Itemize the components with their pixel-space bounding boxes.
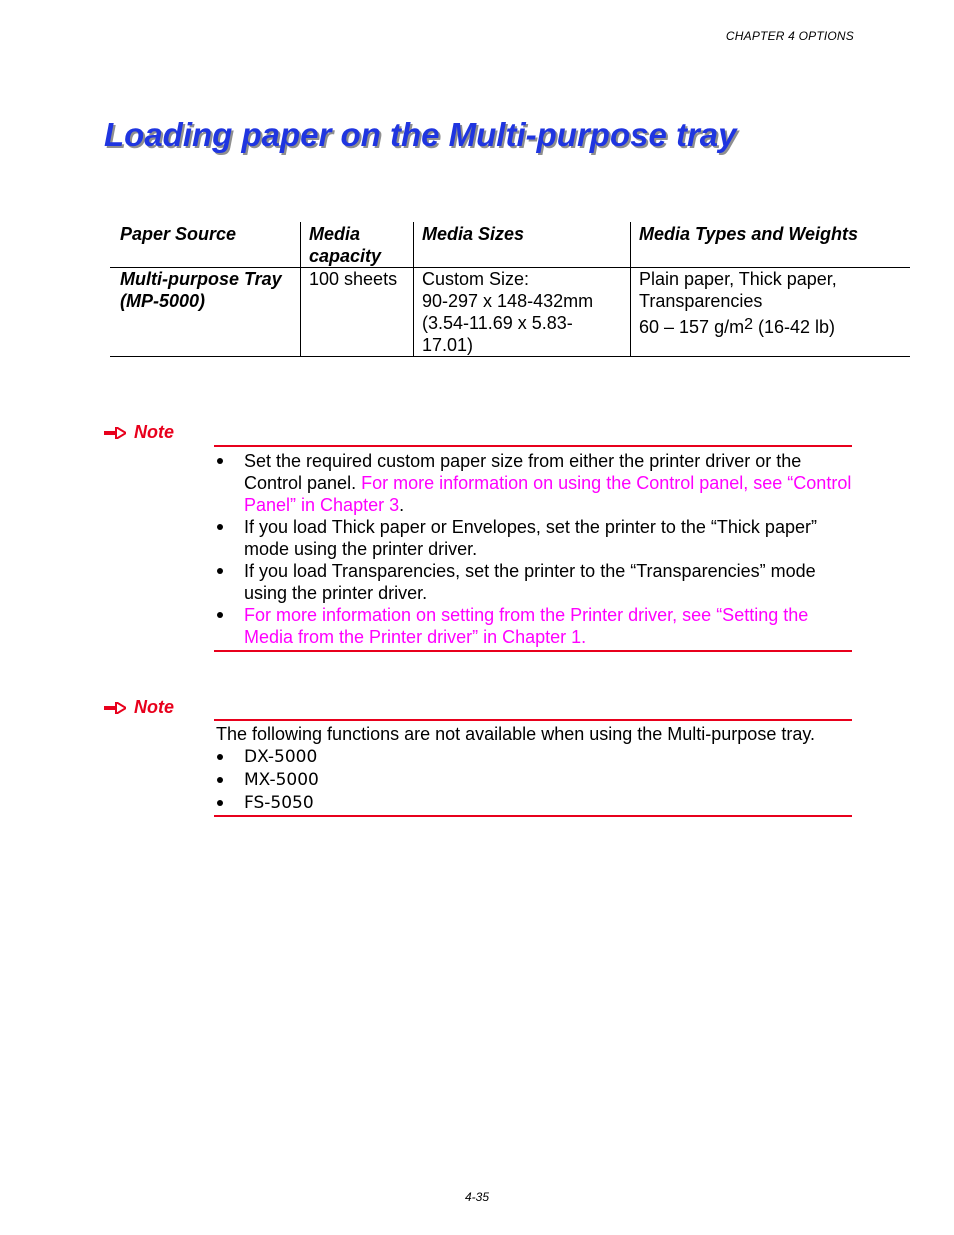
list-item (214, 516, 852, 560)
weights-text (639, 316, 902, 338)
item-text: If you load Thick paper or Envelopes, set the printer to the “Thick paper” mode using the printer driver. (244, 517, 817, 559)
types-text: Plain paper, Thick paper, Transparencies (639, 269, 837, 311)
bullet-icon (217, 754, 223, 760)
printer-driver-link[interactable]: For more information on setting from the Printer driver, see “Setting the Media from the Printer driver” in Chapter 1. (244, 605, 809, 647)
cell-media-capacity: 100 sheets (301, 268, 414, 357)
header-media-sizes: Media Sizes (414, 222, 631, 268)
header-media-types: Media Types and Weights (631, 222, 911, 268)
arrow-right-icon (104, 427, 126, 439)
bullet-icon (217, 458, 223, 464)
bullet-icon (217, 568, 223, 574)
sizes-inch: (3.54-11.69 x 5.83-17.01) (422, 313, 573, 355)
list-item (214, 769, 852, 792)
cell-paper-source: Multi-purpose Tray (MP-5000) (110, 268, 301, 357)
list-item (214, 746, 852, 769)
item-text: Set the required custom paper size from either the printer driver or the Control panel. (244, 451, 802, 493)
chapter-header: CHAPTER 4 OPTIONS (725, 29, 854, 43)
note-box-1 (214, 445, 852, 652)
sizes-mm: 90-297 x 148-432mm (422, 291, 594, 311)
list-item (214, 450, 852, 516)
note-box-2 (214, 719, 852, 817)
bullet-icon (217, 777, 223, 783)
header-media-capacity: Media capacity (301, 222, 414, 268)
bullet-icon (217, 612, 223, 618)
weights-superscript: 2 (744, 316, 753, 333)
note-label-text: Note (134, 422, 174, 442)
item-text: DX-5000 (244, 747, 318, 767)
item-text: MX-5000 (244, 770, 319, 790)
media-table (110, 222, 910, 357)
bullet-icon (217, 800, 223, 806)
note-label-1 (104, 422, 174, 443)
item-tail: . (399, 495, 405, 515)
list-item (214, 792, 852, 815)
note-label-2 (104, 697, 174, 718)
note-2-list (214, 746, 852, 815)
cell-media-sizes (414, 268, 631, 357)
note-label-text: Note (134, 697, 174, 717)
table-header-row (110, 222, 910, 268)
note-1-list (214, 450, 852, 648)
page-number: 4-35 (464, 1190, 490, 1204)
page-title: Loading paper on the Multi-purpose tray (104, 116, 737, 153)
sizes-label: Custom Size: (422, 269, 530, 289)
weights-suffix: (16-42 lb) (752, 317, 836, 337)
header-paper-source: Paper Source (110, 222, 301, 268)
cell-media-types (631, 268, 911, 357)
list-item (214, 604, 852, 648)
arrow-right-icon (104, 702, 126, 714)
control-panel-link[interactable]: For more information on using the Control panel, see “Control Panel” in Chapter 3 (244, 473, 852, 515)
list-item (214, 560, 852, 604)
table-row (110, 268, 910, 357)
bullet-icon (217, 524, 223, 530)
item-text: If you load Transparencies, set the printer to the “Transparencies” mode using the printer driver. (244, 561, 816, 603)
note-2-intro: The following functions are not available when using the Multi-purpose tray. (216, 724, 816, 744)
item-text: FS-5050 (244, 793, 314, 813)
weights-prefix: 60 – 157 g/m (639, 317, 745, 337)
